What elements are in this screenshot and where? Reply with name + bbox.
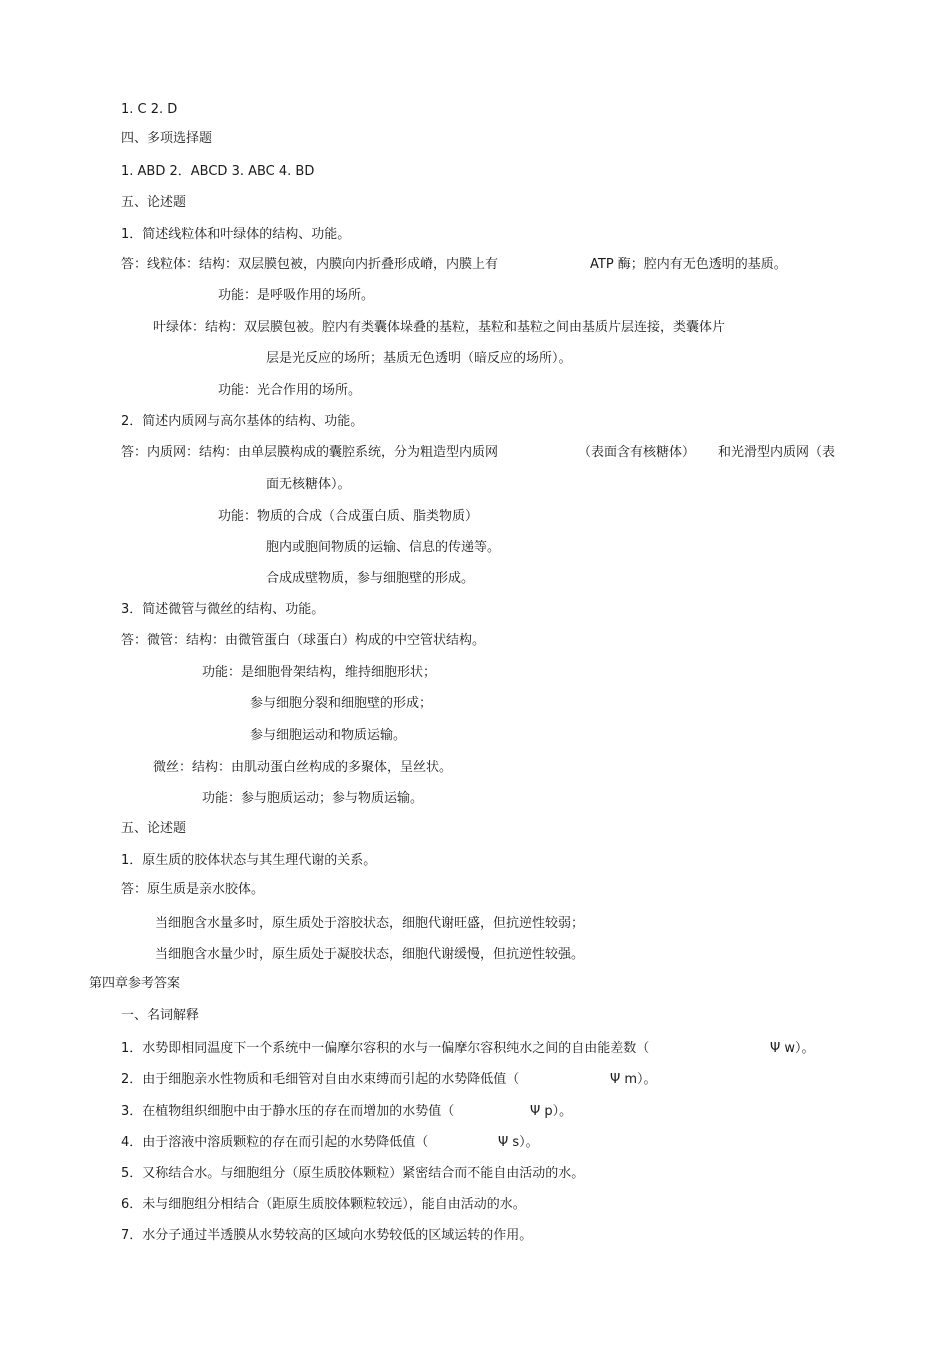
- essay-answer-2: 当细胞含水量少时，原生质处于凝胶状态，细胞代谢缓慢，但抗逆性较强。: [155, 947, 585, 962]
- er-function-2: 胞内或胞间物质的运输、信息的传递等。: [266, 540, 501, 555]
- chloroplast-structure-cont: 层是光反应的场所；基质无色透明（暗反应的场所）。: [266, 351, 572, 366]
- er-structure-smooth: 和光滑型内质网（表: [718, 445, 836, 460]
- term-definition-1: 1．水势即相同温度下一个系统中一偏摩尔容积的水与一偏摩尔容积纯水之间的自由能差数（: [121, 1041, 650, 1056]
- microfilament-structure: 微丝：结构：由肌动蛋白丝构成的多聚体，呈丝状。: [153, 760, 453, 775]
- term-definition-5: 5．又称结合水。与细胞组分（原生质胶体颗粒）紧密结合而不能自由活动的水。: [121, 1166, 585, 1181]
- microtubule-function-3: 参与细胞运动和物质运输。: [250, 728, 407, 743]
- essay-answer-1: 当细胞含水量多时，原生质处于溶胶状态，细胞代谢旺盛，但抗逆性较弱；: [155, 916, 585, 931]
- question-3: 3．简述微管与微丝的结构、功能。: [121, 602, 325, 617]
- question-2: 2．简述内质网与高尔基体的结构、功能。: [121, 414, 364, 429]
- section-heading-essay-2: 五、论述题: [121, 821, 187, 836]
- term-definition-4: 4．由于溶液中溶质颗粒的存在而引起的水势降低值（: [121, 1135, 429, 1150]
- chapter-heading: 第四章参考答案: [89, 976, 181, 991]
- answer-line-section4: 1. ABD 2．ABCD 3. ABC 4. BD: [121, 164, 315, 179]
- term-definition-3: 3．在植物组织细胞中由于静水压的存在而增加的水势值（: [121, 1104, 455, 1119]
- mitochondria-structure-cont: ATP 酶；腔内有无色透明的基质。: [590, 257, 787, 272]
- er-structure-cont: 面无核糖体）。: [266, 477, 351, 492]
- term-definition-2: 2．由于细胞亲水性物质和毛细管对自由水束缚而引起的水势降低值（: [121, 1072, 520, 1087]
- question-1: 1．简述线粒体和叶绿体的结构、功能。: [121, 227, 351, 242]
- section-heading-multiple-choice: 四、多项选择题: [121, 131, 213, 146]
- term-symbol-4: Ψ s）。: [498, 1135, 539, 1150]
- er-structure-rough: （表面含有核糖体）: [578, 445, 696, 460]
- term-symbol-1: Ψ w）。: [770, 1041, 815, 1056]
- term-definition-7: 7．水分子通过半透膜从水势较高的区域向水势较低的区域运转的作用。: [121, 1228, 533, 1243]
- essay-question-1: 1．原生质的胶体状态与其生理代谢的关系。: [121, 853, 377, 868]
- term-symbol-3: Ψ p）。: [530, 1104, 573, 1119]
- section-heading-terms: 一、名词解释: [121, 1008, 200, 1023]
- mitochondria-structure: 答：线粒体：结构：双层膜包被，内膜向内折叠形成嵴，内膜上有: [121, 257, 499, 272]
- chloroplast-structure: 叶绿体：结构：双层膜包被。腔内有类囊体垛叠的基粒，基粒和基粒之间由基质片层连接，类囊体片: [153, 320, 726, 335]
- er-structure: 答：内质网：结构：由单层膜构成的囊腔系统，分为粗造型内质网: [121, 445, 499, 460]
- chloroplast-function: 功能：光合作用的场所。: [218, 383, 362, 398]
- er-function-3: 合成成壁物质，参与细胞壁的形成。: [266, 571, 475, 586]
- microtubule-function-2: 参与细胞分裂和细胞壁的形成；: [250, 696, 433, 711]
- essay-answer: 答：原生质是亲水胶体。: [121, 882, 265, 897]
- section-heading-essay: 五、论述题: [121, 195, 187, 210]
- er-function-1: 功能：物质的合成（合成蛋白质、脂类物质）: [218, 509, 479, 524]
- term-symbol-2: Ψ m）。: [610, 1072, 657, 1087]
- microfilament-function: 功能：参与胞质运动；参与物质运输。: [202, 791, 424, 806]
- term-definition-6: 6．未与细胞组分相结合（距原生质胶体颗粒较远），能自由活动的水。: [121, 1197, 526, 1212]
- mitochondria-function: 功能：是呼吸作用的场所。: [218, 288, 375, 303]
- microtubule-structure: 答：微管：结构：由微管蛋白（球蛋白）构成的中空管状结构。: [121, 633, 486, 648]
- microtubule-function-1: 功能：是细胞骨架结构，维持细胞形状；: [202, 665, 437, 680]
- answer-line-section3: 1. C 2. D: [121, 102, 178, 117]
